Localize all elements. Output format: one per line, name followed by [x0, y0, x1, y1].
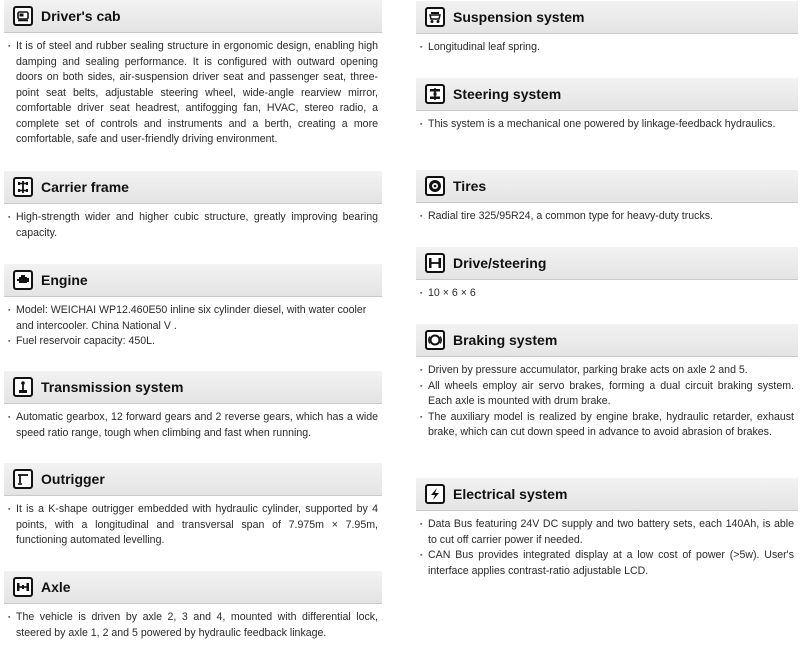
bullet-item: ▪ 10 × 6 × 6: [420, 286, 794, 302]
bullet-item: ▪ Radial tire 325/95R24, a common type for heavy-duty trucks.: [420, 209, 794, 225]
section-outrigger: [4, 463, 382, 549]
section-title: Braking system: [453, 332, 558, 348]
section-body: [416, 111, 798, 133]
bullet-item: ▪ CAN Bus provides integrated display at a low cost of power (>5w). User's interface applies contrast-ratio adjustable LCD.: [420, 548, 794, 579]
section-header: [4, 463, 382, 496]
section-transmission-system: [4, 371, 382, 441]
section-header: [416, 478, 798, 511]
carrier-frame-icon: [13, 177, 33, 197]
section-drivers-cab: [4, 0, 382, 148]
section-header: [4, 264, 382, 297]
section-title: Driver's cab: [41, 8, 121, 24]
section-header: [4, 171, 382, 204]
bullet-item: ▪ The vehicle is driven by axle 2, 3 and 4, mounted with differential lock, steered by axle 1, 2 and 5 powered by hydraulic feedback linkage.: [8, 610, 378, 641]
section-body: [4, 204, 382, 241]
bullet-item: ▪ The auxiliary model is realized by engine brake, hydraulic retarder, exhaust brake, which can cut down speed in advance to avoid abrasion of brakes.: [420, 410, 794, 441]
bullet-item: ▪ Driven by pressure accumulator, parking brake acts on axle 2 and 5.: [420, 363, 794, 379]
bullet-item: ▪ It is of steel and rubber sealing structure in ergonomic design, enabling high damping and sealing performance. It is configured with outward opening doors on both sides, air-suspension driver seat and passenger seat, three-point seat belts, adjustable steering wheel, wide-angle rearview mirror, comfortable driver seat headrest, antifogging fan, HVAC, stereo radio, a complete set of controls and instruments and a berth, creating a more comfortable, safe and user-friendly driving environment.: [8, 39, 378, 148]
bullet-item: ▪ High-strength wider and higher cubic structure, greatly improving bearing capacity.: [8, 210, 378, 241]
section-header: [416, 1, 798, 34]
section-title: Drive/steering: [453, 255, 547, 271]
bullet-item: ▪ It is a K-shape outrigger embedded with hydraulic cylinder, supported by 4 points, with a longitudinal and transversal span of 7.975m × 7.95m, functioning automated levelling.: [8, 502, 378, 549]
section-body: [4, 297, 382, 350]
section-title: Engine: [41, 272, 88, 288]
section-title: Transmission system: [41, 379, 184, 395]
section-title: Tires: [453, 178, 487, 194]
bullet-item: ▪ Longitudinal leaf spring.: [420, 40, 794, 56]
bullet-item: ▪ Model: WEICHAI WP12.460E50 inline six cylinder diesel, with water cooler and intercooler. China National V .: [8, 303, 378, 334]
gear-lever-icon: [13, 377, 33, 397]
section-header: [416, 78, 798, 111]
section-body: [4, 33, 382, 148]
bullet-item: ▪ All wheels employ air servo brakes, forming a dual circuit braking system. Each axle is mounted with drum brake.: [420, 379, 794, 410]
lightning-icon: [425, 484, 445, 504]
bullet-item: ▪ This system is a mechanical one powered by linkage-feedback hydraulics.: [420, 117, 794, 133]
section-steering-system: [416, 78, 798, 133]
section-title: Outrigger: [41, 471, 105, 487]
cab-icon: [13, 6, 33, 26]
section-header: [416, 170, 798, 203]
axle-icon: [13, 577, 33, 597]
section-title: Suspension system: [453, 9, 585, 25]
section-suspension-system: [416, 1, 798, 56]
steering-icon: [425, 84, 445, 104]
section-body: [4, 604, 382, 641]
suspension-icon: [425, 7, 445, 27]
section-body: [416, 280, 798, 302]
section-body: [416, 203, 798, 225]
brake-icon: [425, 330, 445, 350]
section-tires: [416, 170, 798, 225]
section-body: [416, 511, 798, 579]
section-electrical-system: [416, 478, 798, 579]
section-title: Steering system: [453, 86, 562, 102]
drive-icon: [425, 253, 445, 273]
section-carrier-frame: [4, 171, 382, 241]
section-header: [4, 571, 382, 604]
section-drive-steering: [416, 247, 798, 302]
section-body: [416, 357, 798, 441]
section-body: [416, 34, 798, 56]
engine-icon: [13, 270, 33, 290]
section-body: [4, 404, 382, 441]
outrigger-icon: [13, 469, 33, 489]
section-axle: [4, 571, 382, 641]
bullet-item: ▪ Data Bus featuring 24V DC supply and two battery sets, each 140Ah, is able to cut off carrier power if needed.: [420, 517, 794, 548]
bullet-item: ▪ Automatic gearbox, 12 forward gears and 2 reverse gears, which has a wide speed ratio range, tough when climbing and fast when running.: [8, 410, 378, 441]
section-engine: [4, 264, 382, 350]
section-body: [4, 496, 382, 549]
section-header: [4, 371, 382, 404]
section-title: Axle: [41, 579, 71, 595]
section-header: [4, 0, 382, 33]
section-header: [416, 324, 798, 357]
section-header: [416, 247, 798, 280]
section-title: Carrier frame: [41, 179, 129, 195]
tire-icon: [425, 176, 445, 196]
section-braking-system: [416, 324, 798, 441]
section-title: Electrical system: [453, 486, 568, 502]
bullet-item: ▪ Fuel reservoir capacity: 450L.: [8, 334, 378, 350]
